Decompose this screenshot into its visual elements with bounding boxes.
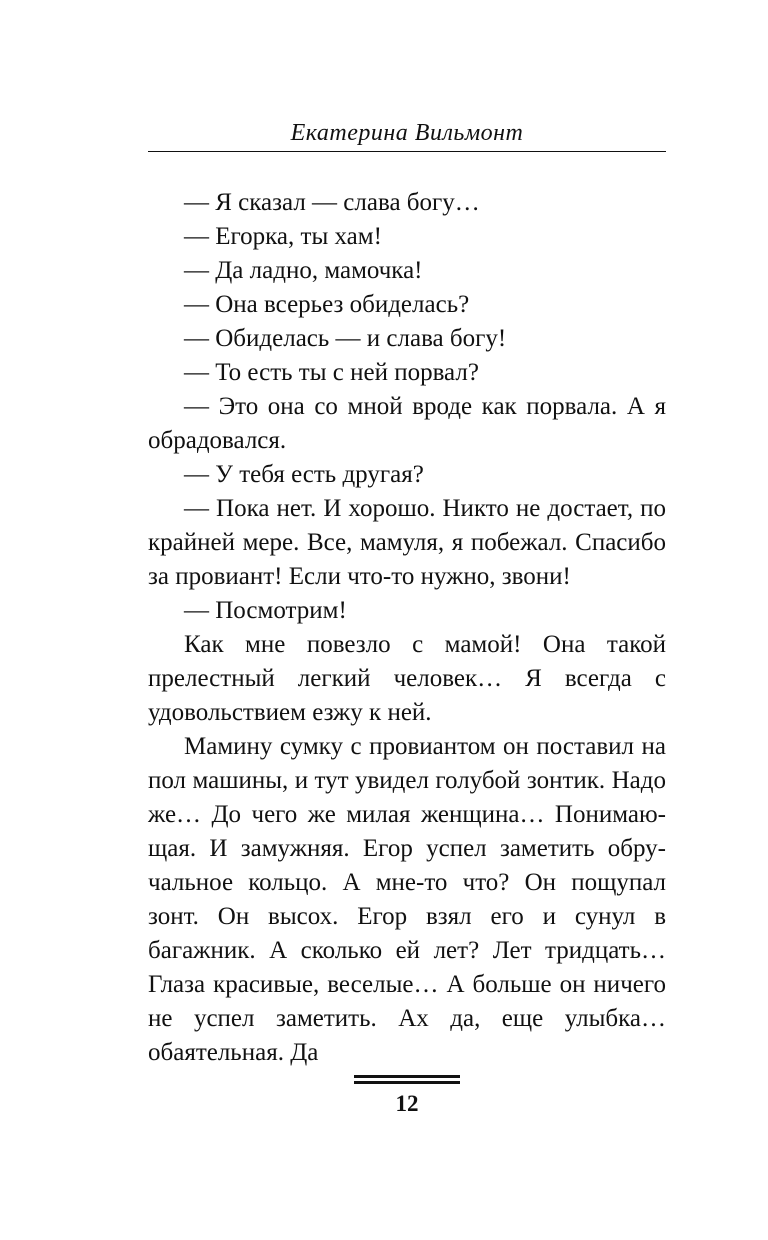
dialogue-line: — Это она со мной вроде как порвала. А я обрадовался. (148, 393, 666, 454)
running-head-title: Екатерина Вильмонт (290, 120, 524, 146)
page-number: 12 (395, 1091, 419, 1116)
narrative-paragraph: Мамину сумку с провиантом он поставил на пол машины, и тут увидел голубой зонтик. Надо же… До чего же милая женщина… Понимающая. И замужняя. Егор успел заметить обручальное кольцо. А мне-то что? Он пощупал зонт. Он высох. Егор взял его и сунул в багажник. А сколько ей лет? Лет тридцать… Глаза красивые, веселые… А больше он ничего не успел заметить. Ах да, еще улыбка… обаятельная. Да (148, 733, 666, 1066)
dialogue-line: — То есть ты с ней порвал? (184, 359, 479, 386)
dialogue-line: — У тебя есть другая? (184, 461, 424, 488)
footer-rule-upper (354, 1075, 460, 1078)
narrative-paragraph: Как мне повезло с мамой! Она такой прелестный легкий человек… Я всегда с удовольствием езжу к ней. (148, 631, 666, 726)
dialogue-line: — Егорка, ты хам! (184, 223, 382, 250)
dialogue-line: — Обиделась — и слава богу! (184, 325, 507, 352)
body-text (148, 186, 666, 1070)
dialogue-line: — Пока нет. И хорошо. Никто не достает, по крайней мере. Все, мамуля, я побежал. Спасибо за провиант! Если что-то нужно, звони! (148, 495, 666, 590)
footer-rule-lower (354, 1081, 460, 1084)
dialogue-line: — Посмотрим! (184, 597, 347, 624)
header-rule (148, 151, 666, 152)
dialogue-line: — Она всерьез обиделась? (184, 291, 470, 318)
dialogue-line: — Да ладно, мамочка! (184, 257, 423, 284)
dialogue-line: — Я сказал — слава богу… (184, 189, 480, 216)
